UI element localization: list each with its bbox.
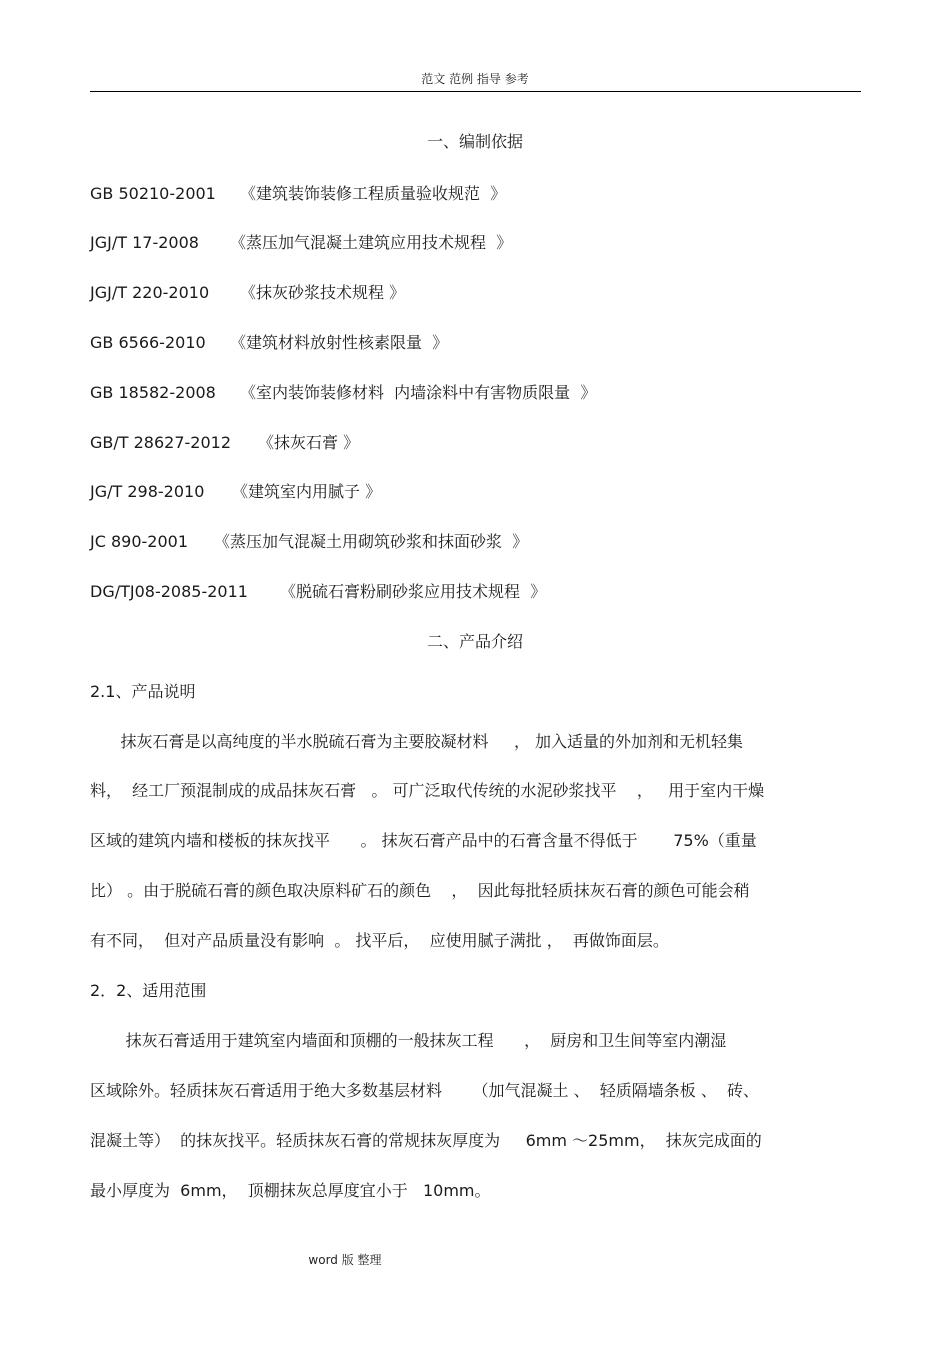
standard-title: 《抹灰砂浆技术规程 》 xyxy=(240,283,406,302)
standard-item xyxy=(90,333,448,353)
standard-title: 《脱硫石膏粉刷砂浆应用技术规程 》 xyxy=(280,582,547,601)
standard-title: 《抹灰石膏 》 xyxy=(258,433,360,452)
standard-title: 《室内装饰装修材料 内墙涂料中有害物质限量 》 xyxy=(240,383,597,402)
standard-item xyxy=(90,532,528,552)
paragraph-line: 区域的建筑内墙和楼板的抹灰找平 。 抹灰石膏产品中的石膏含量不得低于 75%（重量 xyxy=(90,831,757,850)
standard-code: GB 18582-2008 xyxy=(90,383,216,402)
standard-title: 《建筑装饰装修工程质量验收规范 》 xyxy=(240,184,507,203)
subsection-2-2-title: 2．2、适用范围 xyxy=(90,981,207,1000)
standard-item xyxy=(90,383,596,403)
standard-item xyxy=(90,582,546,602)
paragraph-line: 比） 。由于脱硫石膏的颜色取决原料矿石的颜色 ， 因此每批轻质抹灰石膏的颜色可能会稍 xyxy=(90,881,750,900)
header-text: 范文 范例 指导 参考 xyxy=(421,72,529,86)
paragraph-line: 区域除外。轻质抹灰石膏适用于绝大多数基层材料 （加气混凝土 、 轻质隔墙条板 、 砖、 xyxy=(90,1081,760,1100)
standard-code: JG/T 298-2010 xyxy=(90,482,205,501)
header-divider xyxy=(90,91,861,92)
subsection-2-1-title: 2.1、产品说明 xyxy=(90,682,196,701)
page-footer: word 版 整理 xyxy=(308,1253,382,1267)
standard-code: JGJ/T 17-2008 xyxy=(90,233,199,252)
section-1-title: 一、编制依据 xyxy=(426,132,523,151)
standard-title: 《蒸压加气混凝土建筑应用技术规程 》 xyxy=(230,233,513,252)
standard-title: 《建筑材料放射性核素限量 》 xyxy=(230,333,449,352)
standard-item xyxy=(90,184,506,204)
paragraph-line: 最小厚度为 6mm， 顶棚抹灰总厚度宜小于 10mm。 xyxy=(90,1181,491,1200)
section-2-title: 二、产品介绍 xyxy=(426,632,523,651)
paragraph-line: 抹灰石膏适用于建筑室内墙面和顶棚的一般抹灰工程 ， 厨房和卫生间等室内潮湿 xyxy=(90,1031,727,1050)
standard-code: GB 6566-2010 xyxy=(90,333,206,352)
standard-item xyxy=(90,233,512,253)
standard-title: 《蒸压加气混凝土用砌筑砂浆和抹面砂浆 》 xyxy=(214,532,529,551)
paragraph-line: 有不同， 但对产品质量没有影响 。 找平后， 应使用腻子满批 ， 再做饰面层。 xyxy=(90,931,669,950)
paragraph-line: 料， 经工厂预混制成的成品抹灰石膏 。 可广泛取代传统的水泥砂浆找平 ， 用于室内干燥 xyxy=(90,781,765,800)
standard-item xyxy=(90,283,405,303)
paragraph-line: 抹灰石膏是以高纯度的半水脱硫石膏为主要胶凝材料 ， 加入适量的外加剂和无机轻集 xyxy=(90,732,744,751)
standard-code: GB 50210-2001 xyxy=(90,184,216,203)
standard-item xyxy=(90,482,381,502)
standard-title: 《建筑室内用腻子 》 xyxy=(232,482,382,501)
paragraph-line: 混凝土等） 的抹灰找平。轻质抹灰石膏的常规抹灰厚度为 6mm ～25mm， 抹灰完成面的 xyxy=(90,1131,762,1150)
standard-code: DG/TJ08-2085-2011 xyxy=(90,582,248,601)
standard-item xyxy=(90,433,359,453)
standard-code: GB/T 28627-2012 xyxy=(90,433,232,452)
standard-code: JGJ/T 220-2010 xyxy=(90,283,210,302)
standard-code: JC 890-2001 xyxy=(90,532,189,551)
